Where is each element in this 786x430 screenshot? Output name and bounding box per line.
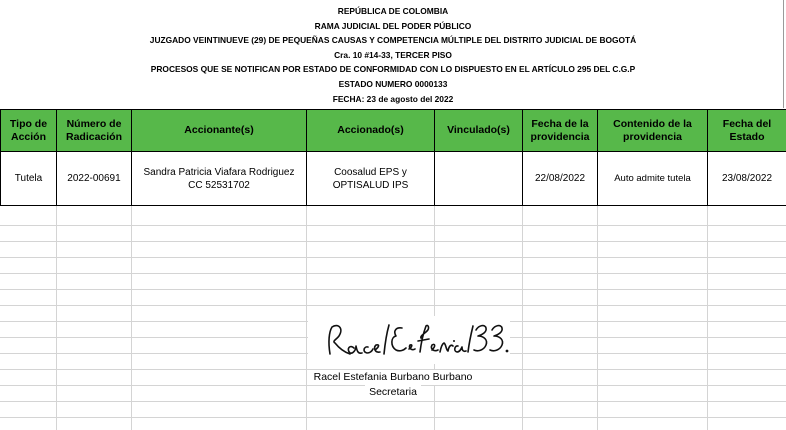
accionado-line-1: Coosalud EPS y [334, 166, 407, 178]
cell-accionado [307, 152, 435, 206]
signer-title: Secretaria [365, 385, 421, 400]
document-header [0, 0, 786, 106]
accionante-id: CC 52531702 [188, 179, 250, 191]
cell-radicacion: 2022-00691 [57, 152, 132, 206]
cell-fecha-estado: 23/08/2022 [708, 152, 786, 206]
handwritten-signature [308, 316, 510, 364]
signer-name: Racel Estefania Burbano Burbano [310, 370, 477, 385]
cell-tipo: Tutela [1, 152, 57, 206]
signature-image [308, 316, 510, 364]
signature-block [0, 370, 786, 400]
page-edge-divider [783, 0, 784, 108]
column-header-vinculado: Vinculado(s) [435, 110, 523, 152]
header-address: Cra. 10 #14-33, TERCER PISO [334, 49, 452, 60]
column-header-radicacion: Número de Radicación [57, 110, 132, 152]
header-estado-number: ESTADO NUMERO 0000133 [338, 78, 448, 89]
table-header-row [1, 110, 786, 152]
cell-fecha-providencia: 22/08/2022 [523, 152, 598, 206]
cell-contenido: Auto admite tutela [598, 152, 708, 206]
header-date: FECHA: 23 de agosto del 2022 [332, 93, 454, 104]
column-header-tipo: Tipo de Acción [1, 110, 57, 152]
header-country: REPÚBLICA DE COLOMBIA [337, 6, 449, 16]
column-header-fecha-estado: Fecha del Estado [708, 110, 786, 152]
header-branch: RAMA JUDICIAL DEL PODER PÚBLICO [314, 20, 472, 31]
header-court: JUZGADO VEINTINUEVE (29) DE PEQUEÑAS CAUSAS Y COMPETENCIA MÚLTIPLE DEL DISTRITO JUDICIAL DE BOGOTÁ [149, 35, 637, 46]
accionado-line-2: OPTISALUD IPS [332, 179, 409, 191]
column-header-accionado: Accionado(s) [307, 110, 435, 152]
table-row [1, 152, 786, 206]
cell-vinculado [435, 152, 523, 206]
header-notice: PROCESOS QUE SE NOTIFICAN POR ESTADO DE CONFORMIDAD CON LO DISPUESTO EN EL ARTÍCULO 295 DEL C.G.P [150, 64, 636, 75]
accionante-name: Sandra Patricia Viafara Rodriguez [143, 166, 295, 178]
column-header-fecha-providencia: Fecha de la providencia [523, 110, 598, 152]
cell-accionante [132, 152, 307, 206]
column-header-contenido: Contenido de la providencia [598, 110, 708, 152]
estado-table [0, 109, 786, 206]
column-header-accionante: Accionante(s) [132, 110, 307, 152]
